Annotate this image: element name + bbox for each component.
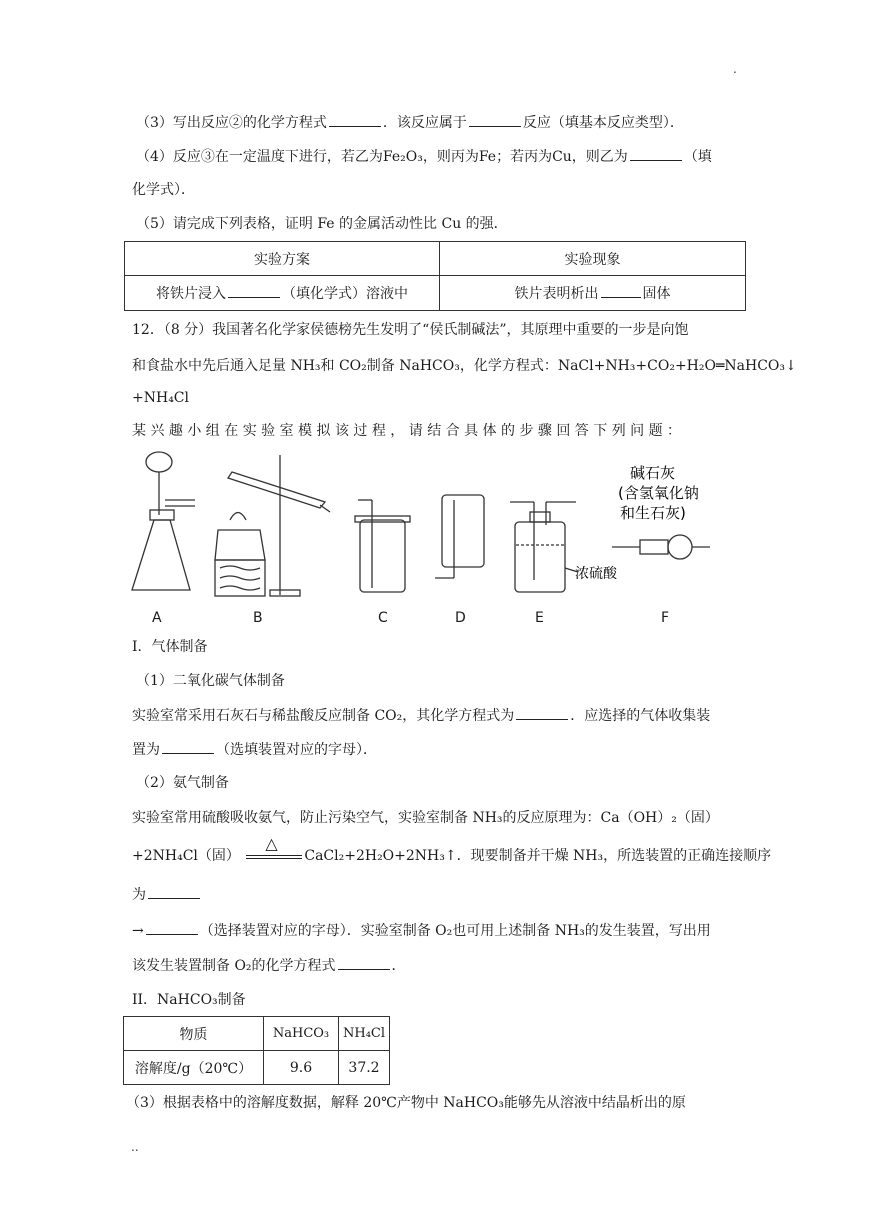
solubility-nahco3: 9.6 xyxy=(264,1051,339,1085)
apparatus-a xyxy=(132,452,195,590)
table1-cell-phenomenon: 铁片表明析出 固体 xyxy=(440,276,746,311)
solubility-header-substance: 物质 xyxy=(124,1017,264,1051)
solubility-nh4cl: 37.2 xyxy=(339,1051,390,1085)
label-e: E xyxy=(535,610,544,626)
section1-p2-line3: 为 xyxy=(132,884,202,905)
apparatus-f xyxy=(612,535,710,559)
section1-p1-title: （1）二氧化碳气体制备 xyxy=(136,673,285,689)
solubility-header-nh4cl: NH₄Cl xyxy=(339,1017,390,1051)
apparatus-figure xyxy=(120,450,740,610)
table1-header-plan: 实验方案 xyxy=(125,242,440,276)
section1-p2-line2: +2NH₄Cl（固） △ CaCl₂+2H₂O+2NH₃↑．现要制备并干燥 NH₃，所选装置的正确连接顺序 xyxy=(132,834,772,864)
o2-equation-blank[interactable] xyxy=(338,955,390,970)
q4-text: （4）反应③在一定温度下进行，若乙为Fe₂O₃，则丙为Fe；若丙为Cu，则乙为 xyxy=(136,149,628,165)
co2-collection-blank[interactable] xyxy=(162,739,214,754)
apparatus-c xyxy=(355,500,410,592)
table1-header-phenomenon: 实验现象 xyxy=(440,242,746,276)
q3-suffix: 反应（填基本反应类型）． xyxy=(522,115,684,131)
experiment-table xyxy=(124,241,746,311)
soda-lime-line1: 碱石灰 xyxy=(630,464,676,482)
apparatus-b xyxy=(215,455,330,596)
section1-p1-line1: 实验室常采用石灰石与稀盐酸反应制备 CO₂，其化学方程式为 ．应选择的气体收集装 xyxy=(132,705,710,726)
q4-blank[interactable] xyxy=(630,146,682,161)
label-b: B xyxy=(253,610,263,626)
section1-title: I．气体制备 xyxy=(132,639,208,655)
label-f: F xyxy=(661,610,670,626)
q3-prefix: （3）写出反应②的化学方程式 xyxy=(136,115,327,131)
apparatus-d xyxy=(435,495,484,578)
section1-p2-title: （2）氨气制备 xyxy=(136,775,229,791)
apparatus-e xyxy=(510,502,578,592)
label-a: A xyxy=(152,610,162,626)
q12-line4: 某 兴 趣 小 组 在 实 验 室 模 拟 该 过 程 ， 请 结 合 具 体 的 步 骤 回 答 下 列 问 题 ： xyxy=(132,423,682,439)
table1-blank-right[interactable] xyxy=(601,283,641,298)
q4-line2: 化学式）． xyxy=(132,182,195,198)
q3-blank-1[interactable] xyxy=(329,112,381,127)
nh3-order-blank-1[interactable] xyxy=(148,884,200,899)
solubility-table xyxy=(123,1016,390,1085)
section2-q3-line: （3）根据表格中的溶解度数据，解释 20℃产物中 NaHCO₃能够先从溶液中结晶析出的原 xyxy=(126,1095,686,1111)
label-c: C xyxy=(378,610,388,626)
nh3-order-blank-2[interactable] xyxy=(146,920,198,935)
q12-line1: 12．（8 分）我国著名化学家侯德榜先生发明了“侯氏制碱法”，其原理中重要的一步是向饱 xyxy=(132,322,689,338)
section1-p1-line2: 置为 （选填装置对应的字母）． xyxy=(132,739,377,760)
soda-lime-line3: 和生石灰) xyxy=(620,504,686,522)
header-mark: . xyxy=(733,62,737,76)
section1-p2-line1: 实验室常用硫酸吸收氨气，防止污染空气，实验室制备 NH₃的反应原理为：Ca（OH）₂（固） xyxy=(132,810,719,826)
triangle-icon: △ xyxy=(265,834,278,853)
q12-line2: 和食盐水中先后通入足量 NH₃和 CO₂制备 NaHCO₃，化学方程式：NaCl+NH₃+CO₂+H₂O═NaHCO₃↓ xyxy=(132,358,797,374)
conc-acid-label: 浓硫酸 xyxy=(575,566,617,582)
table1-blank-left[interactable] xyxy=(228,283,280,298)
section1-p2-line5: 该发生装置制备 O₂的化学方程式 ． xyxy=(132,955,406,976)
q4-end: （填 xyxy=(683,149,712,165)
solubility-row-label: 溶解度/g（20℃） xyxy=(124,1051,264,1085)
q3-blank-2[interactable] xyxy=(469,112,521,127)
section2-title: II．NaHCO₃制备 xyxy=(132,992,246,1008)
q3-mid: ．该反应属于 xyxy=(382,115,467,131)
soda-lime-line2: (含氢氧化钠 xyxy=(618,484,699,502)
q5-line: （5）请完成下列表格，证明 Fe 的金属活动性比 Cu 的强． xyxy=(136,216,508,232)
co2-equation-blank[interactable] xyxy=(516,705,568,720)
solubility-header-nahco3: NaHCO₃ xyxy=(264,1017,339,1051)
q3-line xyxy=(136,112,684,133)
heat-condition-sign xyxy=(246,834,302,866)
q4-line1 xyxy=(136,146,712,167)
table1-cell-plan: 将铁片浸入 （填化学式）溶液中 xyxy=(125,276,440,311)
footer-mark: .. xyxy=(131,1140,139,1154)
q12-line3: +NH₄Cl xyxy=(132,390,189,406)
section1-p2-line4: → （选择装置对应的字母）．实验室制备 O₂也可用上述制备 NH₃的发生装置，写出用 xyxy=(132,920,711,941)
label-d: D xyxy=(455,610,466,626)
